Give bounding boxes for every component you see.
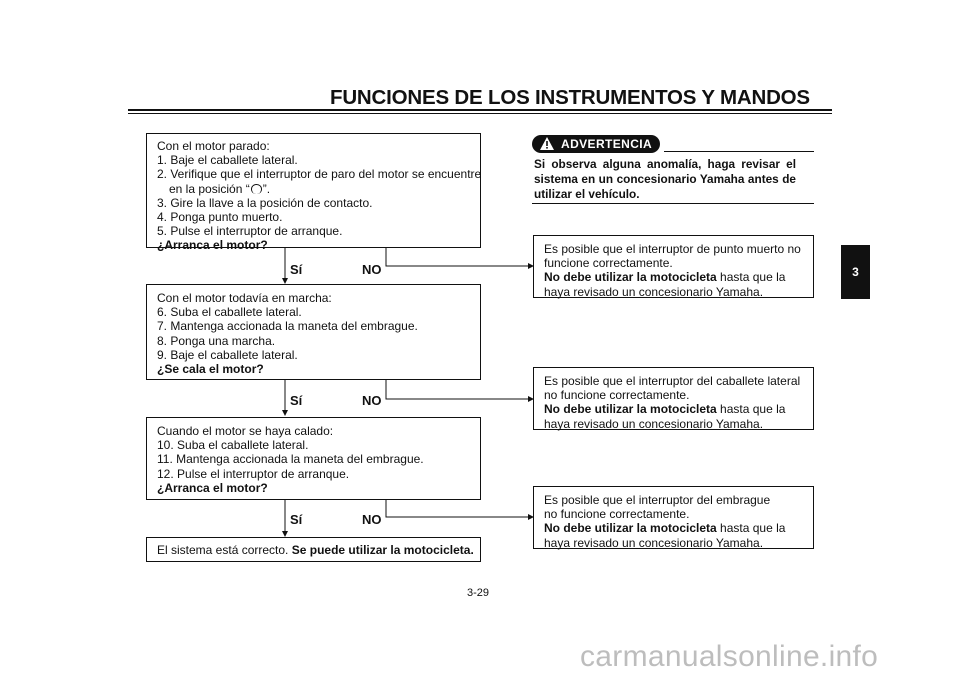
no-result-box-3 <box>533 486 814 549</box>
result-bold: Se puede utilizar la motocicleta. <box>291 543 474 557</box>
no-line: Es posible que el interruptor del caballete lateral <box>544 374 801 388</box>
flow-step-box-3 <box>146 417 481 500</box>
flow-step-box-1 <box>146 133 482 253</box>
step-line: Con el motor todavía en marcha: <box>157 291 332 305</box>
step-question: ¿Arranca el motor? <box>157 480 268 495</box>
no-line: haya revisado un concesionario Yamaha. <box>544 416 764 431</box>
no-label: NO <box>362 393 382 408</box>
no-line: haya revisado un concesionario Yamaha. <box>544 284 764 299</box>
warning-label: ADVERTENCIA <box>561 137 653 151</box>
step-question: ¿Arranca el motor? <box>157 238 268 253</box>
warning-rule-top <box>664 151 814 152</box>
no-line: no funcione correctamente. <box>544 388 690 403</box>
step-line: 2. Verifique que el interruptor de paro del motor se encuentre <box>157 167 482 182</box>
step-line: 11. Mantenga accionada la maneta del embrague. <box>157 452 424 467</box>
page-number: 3-29 <box>467 587 490 599</box>
warning-rule-bottom <box>532 203 814 204</box>
yes-label: Sí <box>290 393 303 408</box>
warning-triangle-icon <box>539 136 555 152</box>
no-label: NO <box>362 512 382 527</box>
page-title: FUNCIONES DE LOS INSTRUMENTOS Y MANDOS <box>330 86 810 109</box>
step-line: 12. Pulse el interruptor de arranque. <box>157 466 350 481</box>
step-line: 1. Baje el caballete lateral. <box>157 153 298 168</box>
flow-step-box-2 <box>146 284 481 380</box>
warning-badge <box>532 135 660 153</box>
step-line: en la posición “ ”. <box>169 181 271 196</box>
no-line: Es posible que el interruptor del embrague <box>544 493 771 507</box>
no-line: No debe utilizar la motocicleta hasta que la <box>544 270 786 285</box>
yes-label: Sí <box>290 262 303 277</box>
no-arrow-3 <box>386 500 533 517</box>
section-tab: 3 <box>841 245 870 299</box>
no-line: funcione correctamente. <box>544 256 673 271</box>
step-line: 10. Suba el caballete lateral. <box>157 438 309 453</box>
no-line: no funcione correctamente. <box>544 507 690 522</box>
no-line: Es posible que el interruptor de punto muerto no <box>544 242 801 256</box>
result-text: El sistema está correcto. <box>157 543 289 557</box>
step-line: 3. Gire la llave a la posición de contacto. <box>157 195 373 210</box>
no-line: haya revisado un concesionario Yamaha. <box>544 535 764 550</box>
step-line: Con el motor parado: <box>157 139 270 153</box>
no-line: No debe utilizar la motocicleta hasta que la <box>544 521 786 536</box>
step-line: 9. Baje el caballete lateral. <box>157 347 298 362</box>
step-line: 5. Pulse el interruptor de arranque. <box>157 224 343 239</box>
no-label: NO <box>362 262 382 277</box>
step-line: 6. Suba el caballete lateral. <box>157 305 302 320</box>
step-line: Cuando el motor se haya calado: <box>157 424 334 438</box>
engine-stop-run-icon <box>251 184 262 194</box>
watermark: carmanualsonline.info <box>580 640 879 673</box>
no-result-box-2 <box>533 367 814 430</box>
step-line: 4. Ponga punto muerto. <box>157 210 283 225</box>
result-line <box>157 543 474 557</box>
yes-label: Sí <box>290 512 303 527</box>
no-arrow-2 <box>386 380 533 399</box>
step-question: ¿Se cala el motor? <box>157 362 264 377</box>
flow-result-box <box>146 537 481 562</box>
warning-text: Si observa alguna anomalía, haga revisar el sistema en un concesionario Yamaha antes de utilizar el vehículo. <box>534 157 796 202</box>
no-line: No debe utilizar la motocicleta hasta que la <box>544 402 786 417</box>
step-line: 8. Ponga una marcha. <box>157 333 276 348</box>
step-line: 7. Mantenga accionada la maneta del embrague. <box>157 319 418 334</box>
no-result-box-1 <box>533 235 814 298</box>
